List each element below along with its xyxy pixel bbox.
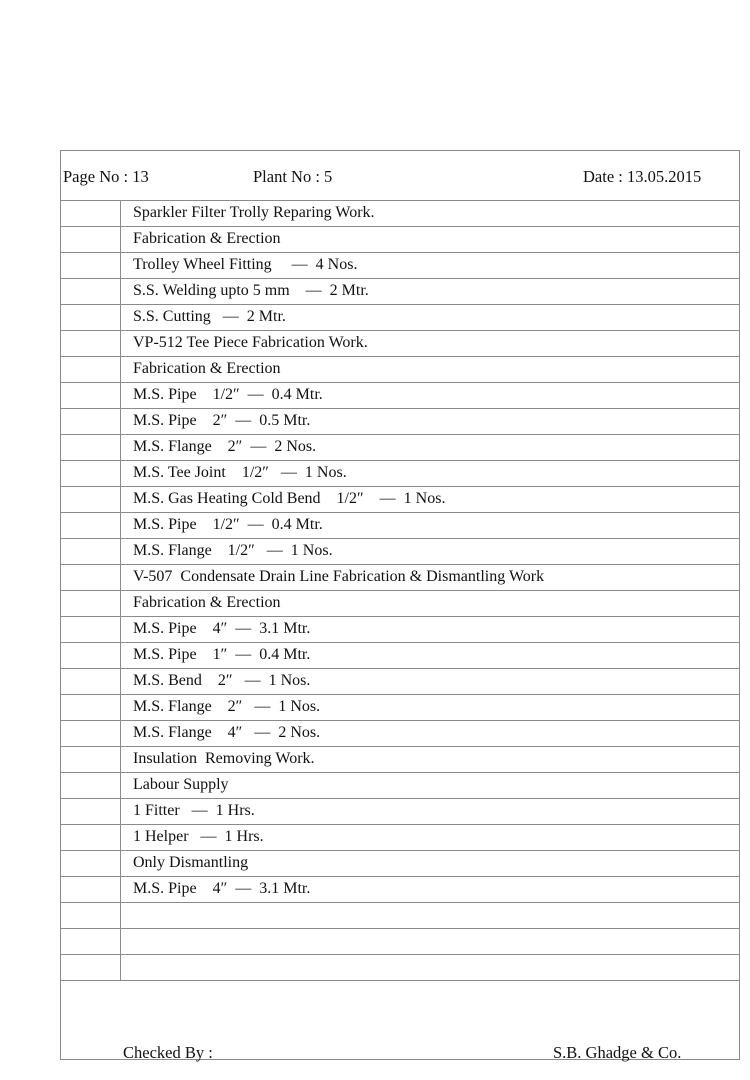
row-description: M.S. Bend 2″ — 1 Nos. (133, 672, 311, 689)
row-number-cell (61, 747, 121, 772)
row-description: M.S. Tee Joint 1/2″ — 1 Nos. (133, 464, 347, 481)
row-description: Trolley Wheel Fitting — 4 Nos. (133, 256, 358, 273)
work-sheet (60, 150, 740, 1060)
table-row (61, 903, 739, 929)
row-number-cell (61, 643, 121, 668)
row-number-cell (61, 799, 121, 824)
table-row (61, 929, 739, 955)
row-description: 1 Helper — 1 Hrs. (133, 828, 264, 845)
row-number-cell (61, 721, 121, 746)
row-number-cell (61, 773, 121, 798)
row-description: M.S. Pipe 1″ — 0.4 Mtr. (133, 646, 311, 663)
table-row (61, 409, 739, 435)
row-description: 1 Fitter — 1 Hrs. (133, 802, 255, 819)
table-row (61, 435, 739, 461)
row-description: Fabrication & Erection (133, 594, 281, 611)
row-number-cell (61, 253, 121, 278)
row-description: Insulation Removing Work. (133, 750, 315, 767)
company-name: S.B. Ghadge & Co. (553, 1043, 682, 1062)
table-row (61, 227, 739, 253)
table-row (61, 799, 739, 825)
page-number: Page No : 13 (63, 167, 149, 186)
table-row (61, 331, 739, 357)
table-row (61, 487, 739, 513)
table-row (61, 383, 739, 409)
row-description: Sparkler Filter Trolly Reparing Work. (133, 204, 375, 221)
row-number-cell (61, 513, 121, 538)
row-number-cell (61, 331, 121, 356)
row-number-cell (61, 877, 121, 902)
table-row (61, 565, 739, 591)
row-number-cell (61, 617, 121, 642)
table-row (61, 461, 739, 487)
table-row (61, 591, 739, 617)
row-description: S.S. Cutting — 2 Mtr. (133, 308, 286, 325)
row-description: M.S. Pipe 4″ — 3.1 Mtr. (133, 880, 311, 897)
table-row (61, 747, 739, 773)
row-number-cell (61, 565, 121, 590)
row-number-cell (61, 851, 121, 876)
row-number-cell (61, 695, 121, 720)
row-number-cell (61, 409, 121, 434)
row-description: S.S. Welding upto 5 mm — 2 Mtr. (133, 282, 369, 299)
row-number-cell (61, 929, 121, 954)
row-description: M.S. Gas Heating Cold Bend 1/2″ — 1 Nos. (133, 490, 446, 507)
table-row (61, 669, 739, 695)
row-description: Fabrication & Erection (133, 230, 281, 247)
table-row (61, 851, 739, 877)
table-row (61, 877, 739, 903)
row-description: VP-512 Tee Piece Fabrication Work. (133, 334, 368, 351)
row-description: M.S. Flange 2″ — 2 Nos. (133, 438, 317, 455)
table-row (61, 773, 739, 799)
row-description: M.S. Pipe 2″ — 0.5 Mtr. (133, 412, 311, 429)
row-number-cell (61, 487, 121, 512)
row-number-cell (61, 279, 121, 304)
row-number-cell (61, 955, 121, 980)
row-description: M.S. Pipe 1/2″ — 0.4 Mtr. (133, 386, 323, 403)
table-row (61, 617, 739, 643)
row-description: M.S. Flange 1/2″ — 1 Nos. (133, 542, 333, 559)
table-row (61, 253, 739, 279)
row-description: M.S. Flange 4″ — 2 Nos. (133, 724, 321, 741)
sheet-header (61, 151, 739, 201)
row-number-cell (61, 227, 121, 252)
table-row (61, 305, 739, 331)
sheet-date: Date : 13.05.2015 (583, 167, 702, 186)
row-description: M.S. Pipe 4″ — 3.1 Mtr. (133, 620, 311, 637)
row-number-cell (61, 903, 121, 928)
row-number-cell (61, 357, 121, 382)
table-row (61, 825, 739, 851)
checked-by-label: Checked By : (123, 1043, 213, 1062)
row-description: Only Dismantling (133, 854, 249, 871)
row-number-cell (61, 591, 121, 616)
row-number-cell (61, 461, 121, 486)
row-description: M.S. Pipe 1/2″ — 0.4 Mtr. (133, 516, 323, 533)
row-number-cell (61, 383, 121, 408)
row-number-cell (61, 201, 121, 226)
table-row (61, 721, 739, 747)
row-number-cell (61, 305, 121, 330)
row-number-cell (61, 435, 121, 460)
row-number-cell (61, 825, 121, 850)
row-description: Labour Supply (133, 776, 229, 793)
row-description: Fabrication & Erection (133, 360, 281, 377)
table-row (61, 539, 739, 565)
table-row (61, 279, 739, 305)
row-number-cell (61, 539, 121, 564)
table-row (61, 201, 739, 227)
row-description: M.S. Flange 2″ — 1 Nos. (133, 698, 321, 715)
sheet-footer (61, 981, 739, 1061)
table-row (61, 357, 739, 383)
table-row (61, 513, 739, 539)
plant-number: Plant No : 5 (253, 167, 333, 186)
row-number-cell (61, 669, 121, 694)
table-row (61, 695, 739, 721)
row-description: V-507 Condensate Drain Line Fabrication & Dismantling Work (133, 568, 545, 585)
work-item-table (61, 201, 739, 981)
table-row (61, 643, 739, 669)
table-row (61, 955, 739, 981)
